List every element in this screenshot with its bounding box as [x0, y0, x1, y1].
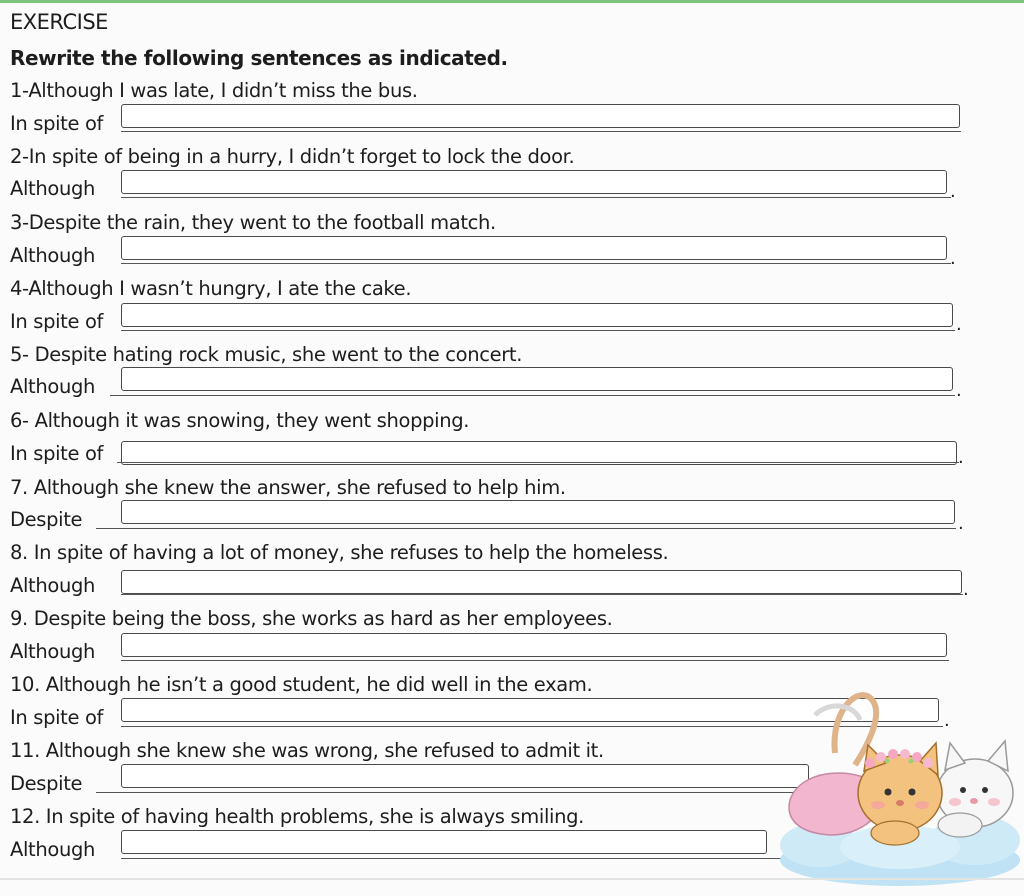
- period-3: .: [950, 248, 956, 269]
- prompt-6: In spite of: [10, 442, 104, 465]
- prompt-10: In spite of: [10, 706, 104, 729]
- answer-line-6: [117, 462, 959, 463]
- sentence-4: 4-Although I wasn’t hungry, I ate the cake.: [10, 277, 412, 300]
- sentence-11: 11. Although she knew she was wrong, she refused to admit it.: [10, 739, 604, 762]
- period-10: .: [944, 710, 950, 731]
- sentence-10: 10. Although he isn’t a good student, he did well in the exam.: [10, 673, 593, 696]
- answer-box-1[interactable]: [121, 104, 960, 128]
- sentence-6: 6- Although it was snowing, they went shopping.: [10, 409, 470, 432]
- answer-box-11[interactable]: [121, 764, 809, 788]
- kittens-cloud-illustration: [760, 675, 1024, 890]
- prompt-9: Although: [10, 640, 95, 663]
- answer-box-3[interactable]: [121, 236, 947, 260]
- answer-line-1: [121, 131, 961, 132]
- page-title: EXERCISE: [10, 10, 108, 34]
- period-7: .: [958, 513, 964, 534]
- prompt-2: Although: [10, 177, 95, 200]
- answer-box-9[interactable]: [121, 633, 947, 657]
- period-6: .: [958, 447, 964, 468]
- prompt-11: Despite: [10, 772, 83, 795]
- sentence-7: 7. Although she knew the answer, she refused to help him.: [10, 476, 566, 499]
- answer-line-12: [121, 858, 781, 859]
- period-8: .: [963, 579, 969, 600]
- sentence-5: [10, 343, 522, 366]
- prompt-4: In spite of: [10, 310, 104, 333]
- period-2: .: [950, 181, 956, 202]
- answer-box-2[interactable]: [121, 170, 947, 194]
- prompt-3: Although: [10, 244, 95, 267]
- top-border: [0, 0, 1024, 3]
- answer-box-8[interactable]: [121, 570, 962, 594]
- answer-line-5: [110, 395, 955, 396]
- answer-box-4[interactable]: [121, 303, 953, 327]
- instructions: Rewrite the following sentences as indicated.: [10, 46, 508, 70]
- answer-box-5[interactable]: [121, 367, 953, 391]
- bottom-border: [0, 878, 1024, 880]
- answer-line-4: [121, 330, 955, 331]
- sentence-9: 9. Despite being the boss, she works as hard as her employees.: [10, 607, 613, 630]
- answer-line-8: [121, 594, 963, 595]
- sentence-1: 1-Although I was late, I didn’t miss the bus.: [10, 79, 418, 102]
- answer-box-7[interactable]: [121, 500, 955, 524]
- prompt-5: Although: [10, 375, 95, 398]
- answer-line-9: [121, 660, 949, 661]
- prompt-12: Although: [10, 838, 95, 861]
- answer-line-11: [96, 792, 810, 793]
- answer-line-3: [121, 263, 951, 264]
- sentence-8: 8. In spite of having a lot of money, she refuses to help the homeless.: [10, 541, 669, 564]
- sentence-5-text: 5- Despite hating rock music, she went to the concert.: [10, 343, 523, 366]
- period-4: .: [956, 314, 962, 335]
- answer-line-2: [121, 197, 951, 198]
- sentence-3: 3-Despite the rain, they went to the football match.: [10, 211, 496, 234]
- answer-line-7: [96, 528, 956, 529]
- sentence-2: 2-In spite of being in a hurry, I didn’t forget to lock the door.: [10, 145, 575, 168]
- prompt-1: In spite of: [10, 112, 104, 135]
- prompt-8: Although: [10, 574, 95, 597]
- prompt-7: Despite: [10, 508, 83, 531]
- sentence-12: 12. In spite of having health problems, she is always smiling.: [10, 805, 584, 828]
- answer-box-12[interactable]: [121, 830, 767, 854]
- period-5: .: [956, 380, 962, 401]
